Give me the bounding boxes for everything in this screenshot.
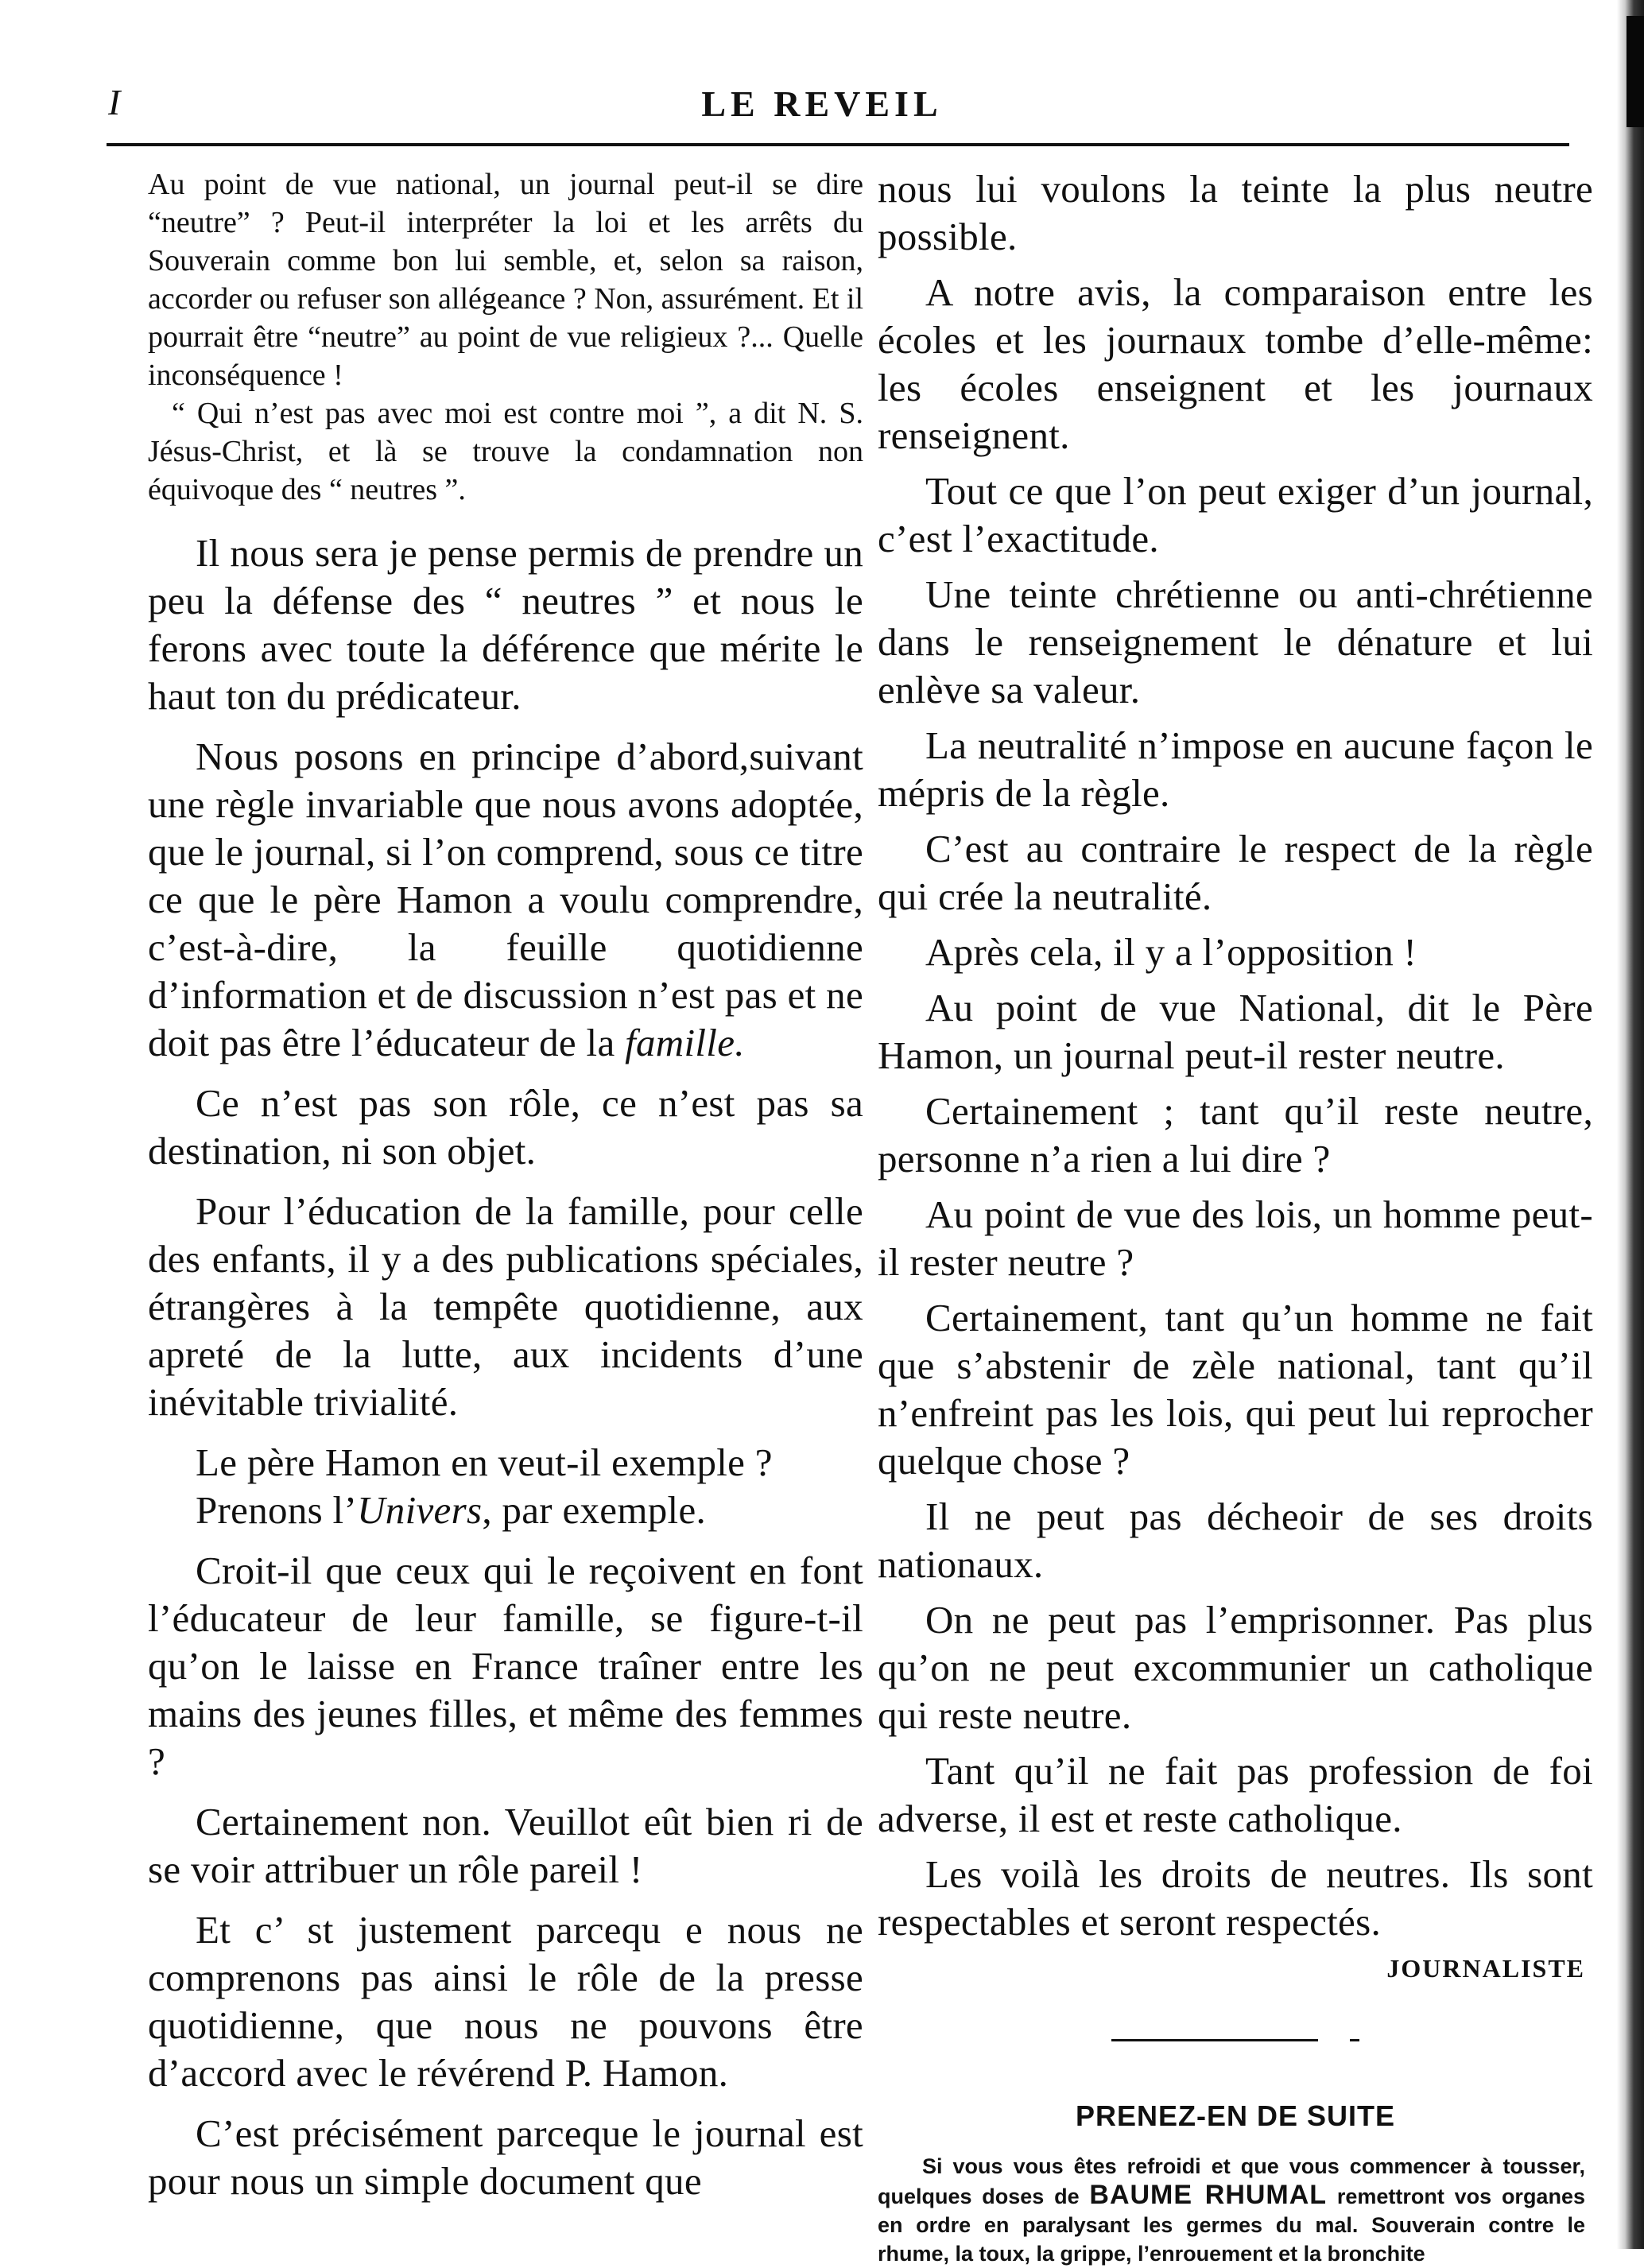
ad-brand-name: BAUME RHUMAL — [1089, 2180, 1328, 2210]
article-paragraph: Tant qu’il ne fait pas profession de foi adverse, il est et reste catholique. — [878, 1749, 1593, 1840]
right-article-body — [878, 165, 1593, 1946]
article-paragraph: Une teinte chrétienne ou anti-chrétienne dans le renseignement le dénature et lui enlève sa valeur. — [878, 572, 1593, 711]
article-paragraph: Ce n’est pas son rôle, ce n’est pas sa destination, ni son objet. — [148, 1081, 863, 1173]
article-paragraph: Certainement, tant qu’un homme ne fait que s’abstenir de zèle national, tant qu’il n’enfreint pas les lois, qui peut lui reprocher quelque chose ? — [878, 1296, 1593, 1483]
quote-paragraph: “ Qui n’est pas avec moi est contre moi ”, a dit N. S. Jésus-Christ, et là se trouve la condamnation non équivoque des “ neutres ”. — [148, 397, 863, 506]
article-paragraph: C’est au contraire le respect de la règle qui crée la neutralité. — [878, 827, 1593, 918]
article-paragraph: Et c’ st justement parcequ e nous ne comprenons pas ainsi le rôle de la presse quotidienne, que nous ne pouvons être d’accord avec le révérend P. Hamon. — [148, 1908, 863, 2095]
article-paragraph: Il nous sera je pense permis de prendre un peu la défense des “ neutres ” et nous le ferons avec toute la déférence que mérite le haut ton du prédicateur. — [148, 531, 863, 718]
article-paragraph: Les voilà les droits de neutres. Ils sont respectables et seront respectés. — [878, 1852, 1593, 1944]
article-paragraph — [148, 733, 863, 1067]
left-article-body — [148, 529, 863, 2205]
article-paragraph: On ne peut pas l’emprisonner. Pas plus qu’on ne peut excommunier un catholique qui reste neutre. — [878, 1598, 1593, 1737]
paragraph-text: , par exemple. — [482, 1488, 707, 1532]
italic-word: famille. — [625, 1021, 745, 1064]
ad-text-part: Si vous vous êtes refroidi et que vous commencer à tousser, quelques doses de — [878, 2154, 1585, 2208]
article-paragraph: Croit-il que ceux qui le reçoivent en font l’éducateur de leur famille, se figure-t-il qu’on le laisse en France traîner entre les mains des jeunes filles, et même des femmes ? — [148, 1549, 863, 1783]
advertisement-text — [878, 2152, 1593, 2268]
quote-paragraph: Au point de vue national, un journal peut-il se dire “neutre” ? Peut-il interpréter la loi et les arrêts du Souverain comme bon lui semble, et, selon sa raison, accorder ou refuser son allégeance ? Non, assurément. Et il pourrait être “neutre” au point de vue religieux ?... Quelle inconséquence ! — [148, 168, 863, 392]
article-paragraph: Certainement ; tant qu’il reste neutre, personne n’a rien a lui dire ? — [878, 1089, 1593, 1181]
article-paragraph: Tout ce que l’on peut exiger d’un journal, c’est l’exactitude. — [878, 469, 1593, 560]
article-paragraph: Le père Hamon en veut-il exemple ? — [196, 1440, 773, 1484]
article-paragraph: Au point de vue National, dit le Père Hamon, un journal peut-il rester neutre. — [878, 986, 1593, 1077]
separator-line — [1111, 2039, 1318, 2041]
page-folio: I — [108, 82, 121, 122]
article-paragraph: Certainement non. Veuillot eût bien ri de se voir attribuer un rôle pareil ! — [148, 1800, 863, 1891]
article-paragraph: Après cela, il y a l’opposition ! — [925, 930, 1417, 974]
newspaper-title: LE REVEIL — [701, 83, 943, 124]
article-paragraph: Il ne peut pas décheoir de ses droits nationaux. — [878, 1495, 1593, 1586]
right-column — [878, 165, 1593, 2268]
quoted-passage — [148, 165, 863, 509]
left-column — [148, 165, 863, 2218]
separator-dash — [1350, 2039, 1359, 2041]
header-rule — [107, 143, 1569, 146]
ad-text-part: remettront vos organes en ordre en paralysant les germes du mal. Souverain contre le rhume, la toux, la grippe, l’enrouement et la bronchite — [878, 2185, 1585, 2266]
advertisement-heading: PRENEZ-EN DE SUITE — [1075, 2099, 1396, 2132]
article-paragraph — [148, 1487, 863, 1534]
paragraph-text: Prenons l’ — [196, 1488, 358, 1532]
paragraph-text: Nous posons en principe d’abord,suivant une règle invariable que nous avons adoptée, que le journal, si l’on comprend, sous ce titre ce que le père Hamon a voulu comprendre, c’est-à-dire, la feuille quotidienne d’information et de discussion n’est pas et ne doit pas être l’éducateur de la — [148, 735, 863, 1064]
article-paragraph: A notre avis, la comparaison entre les écoles et les journaux tombe d’elle-même: les écoles enseignent et les journaux renseignent. — [878, 270, 1593, 457]
article-paragraph: nous lui voulons la teinte la plus neutre possible. — [878, 167, 1593, 258]
article-paragraph: Pour l’éducation de la famille, pour celle des enfants, il y a des publications spéciales, étrangères à la tempête quotidienne, aux apreté de la lutte, aux incidents d’une inévitable trivialité. — [148, 1189, 863, 1424]
section-separator — [878, 2033, 1593, 2047]
article-paragraph: C’est précisément parceque le journal est pour nous un simple document que — [148, 2111, 863, 2203]
author-signature: JOURNALISTE — [1386, 1954, 1585, 1983]
article-paragraph: La neutralité n’impose en aucune façon le mépris de la règle. — [878, 723, 1593, 815]
italic-title: Univers — [357, 1488, 483, 1532]
article-paragraph: Au point de vue des lois, un homme peut-il rester neutre ? — [878, 1192, 1593, 1284]
page-edge-shadow — [1617, 0, 1644, 2249]
